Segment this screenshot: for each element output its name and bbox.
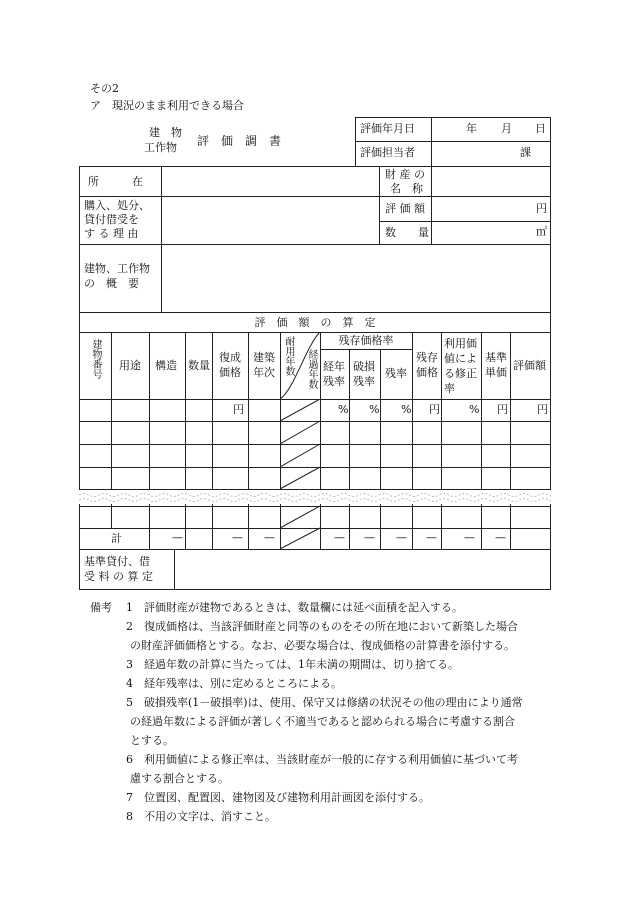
overview-label-1: 建物、工作物 (84, 262, 150, 275)
unit-base: 円 (497, 403, 508, 416)
total-dash-util: — (464, 531, 475, 544)
col-useful: 耐用年数 (283, 336, 294, 376)
reason-label-1: 購入、処分、 (84, 199, 150, 212)
std-label-2: 受 料 の 算 定 (84, 570, 153, 583)
col-residual-1: 残存 (416, 351, 438, 364)
notes-head: 備考 (90, 601, 112, 614)
day-label: 日 (535, 122, 546, 135)
reason-label-2: 貸付借受を (84, 213, 139, 226)
note-7: 位置図、配置図、建物図及び建物利用計画図を添付する。 (144, 791, 430, 804)
note-3: 経過年数の計算に当たっては、1年未満の期間は、切り捨てる。 (144, 658, 459, 671)
total-dash-base: — (495, 531, 506, 544)
col-rate: 残率 (385, 367, 407, 380)
col-built-2: 年次 (253, 366, 275, 379)
note-6-cont: 慮する割合とする。 (130, 772, 229, 785)
col-recon-2: 価格 (219, 366, 241, 379)
quantity-label: 数 量 (385, 226, 429, 239)
col-building-no: 建物番号 (90, 339, 101, 379)
col-use: 用途 (119, 359, 141, 372)
table-break (79, 490, 551, 504)
unit-recon: 円 (233, 403, 244, 416)
form-subtitle: ア 現況のまま利用できる場合 (90, 99, 244, 112)
value-label: 評 価 額 (385, 202, 425, 215)
year-label: 年 (466, 122, 477, 135)
note-2-num: 2 (126, 620, 133, 633)
note-1-num: 1 (126, 601, 133, 614)
location-label: 所 在 (88, 175, 143, 188)
note-5-cont: の経過年数による評価が著しく不適当であると認められる場合に考慮する割合 (130, 715, 515, 728)
page-title: 評 価 調 書 (197, 134, 282, 148)
month-label: 月 (501, 122, 512, 135)
col-damage-rate-1: 破損 (353, 360, 375, 373)
col-residual-2: 価格 (416, 366, 438, 379)
col-structure: 構造 (155, 359, 177, 372)
col-base-2: 単価 (485, 366, 507, 379)
quantity-unit: ㎡ (536, 225, 547, 238)
note-8: 不用の文字は、消すこと。 (144, 810, 276, 823)
total-dash-damage-rate: — (364, 531, 375, 544)
col-qty: 数量 (188, 359, 210, 372)
note-6-num: 6 (126, 753, 133, 766)
unit-util: % (469, 403, 480, 416)
note-6: 利用価値による修正率は、当該財産が一般的に存する利用価値に基づいて考 (144, 753, 518, 766)
note-4-num: 4 (126, 677, 133, 690)
col-damage-rate-2: 残率 (353, 375, 375, 388)
note-3-num: 3 (126, 658, 133, 671)
col-elapsed-rate-1: 経年 (323, 360, 345, 373)
col-value: 評価額 (513, 359, 546, 372)
note-5-num: 5 (126, 696, 133, 709)
unit-rate: % (401, 403, 412, 416)
property-name-label-2: 名 称 (390, 182, 423, 195)
property-name-label-1: 財 産 の (385, 168, 425, 181)
note-1: 評価財産が建物であるときは、数量欄には延べ面積を記入する。 (144, 601, 463, 614)
col-util-2: 値によ (444, 352, 477, 365)
note-5: 破損残率(1－破損率)は、使用、保守又は修繕の状況その他の理由により通常 (144, 696, 523, 709)
total-dash-qty: — (172, 531, 183, 544)
note-7-num: 7 (126, 791, 133, 804)
total-dash-residual: — (426, 531, 437, 544)
note-4: 経年残率は、別に定めるところによる。 (144, 677, 342, 690)
col-util-3: る修正 (444, 367, 477, 380)
overview-label-2: の 概 要 (84, 277, 139, 290)
calc-section-title: 評 価 額 の 算 定 (254, 316, 376, 329)
col-util-1: 利用価 (444, 337, 477, 350)
note-2-cont: の財産評価価格とする。なお、必要な場合は、復成価格の計算書を添付する。 (130, 639, 515, 652)
total-dash-built: — (264, 531, 275, 544)
col-elapsed: 経過年数 (306, 349, 317, 389)
total-dash-rate: — (396, 531, 407, 544)
total-dash-elapsed-rate: — (334, 531, 345, 544)
value-unit: 円 (536, 202, 547, 215)
eval-person-label: 評価担当者 (360, 146, 415, 159)
std-label-1: 基準貸付、借 (84, 555, 150, 568)
unit-elapsed-rate: % (338, 403, 349, 416)
section-ka-label: 課 (520, 146, 531, 159)
note-5-cont2: とする。 (130, 734, 174, 747)
col-recon-1: 復成 (219, 351, 241, 364)
title-building: 建 物 (149, 126, 182, 139)
note-8-num: 8 (126, 810, 133, 823)
eval-date-label: 評価年月日 (360, 122, 415, 135)
note-2: 復成価格は、当該評価財産と同等のものをその所在地において新築した場合 (144, 620, 518, 633)
total-dash-recon: — (232, 531, 243, 544)
row-diagonals (280, 399, 321, 549)
total-label: 計 (111, 532, 122, 545)
reason-label-3: す る 理 由 (84, 227, 139, 240)
col-residual-rate: 残存価格率 (338, 334, 394, 347)
unit-value: 円 (537, 403, 548, 416)
title-structure: 工作物 (144, 141, 177, 154)
col-built-1: 建築 (253, 351, 275, 364)
col-util-4: 率 (444, 382, 455, 395)
col-base-1: 基準 (485, 351, 507, 364)
unit-damage-rate: % (369, 403, 380, 416)
col-elapsed-rate-2: 残率 (323, 375, 345, 388)
unit-residual: 円 (429, 403, 440, 416)
form-number: その2 (90, 82, 119, 95)
